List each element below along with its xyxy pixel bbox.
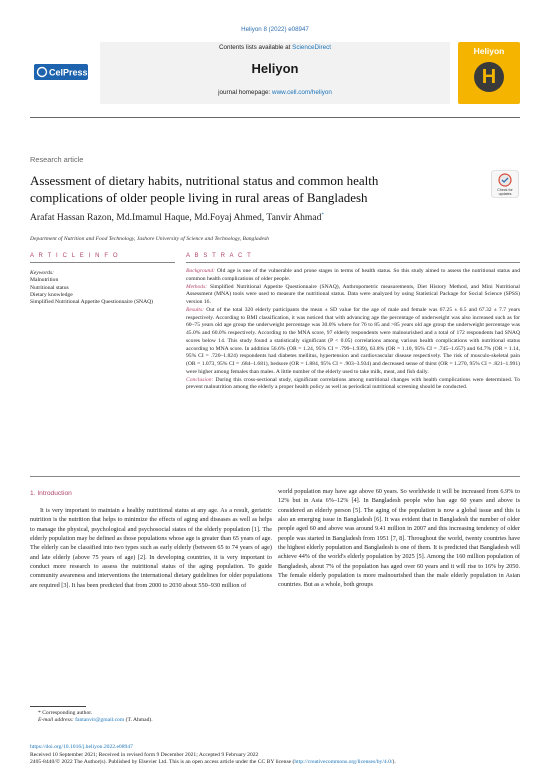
abstract-background: Background: Old age is one of the vulnerable and prone stages in terms of health status. So this study aimed to assess the nutritional status and common health complications of older people.: [186, 268, 520, 282]
check-for-updates-icon[interactable]: [491, 170, 519, 198]
email-link[interactable]: fantanvir@gmail.com: [75, 717, 125, 724]
received-dates: Received 10 September 2021; Received in revised form 9 December 2021; Accepted 9 February 2022: [30, 751, 259, 758]
article-info-label: A R T I C L E I N F O: [30, 253, 120, 259]
journal-reference[interactable]: Heliyon 8 (2022) e08947: [241, 26, 309, 33]
footnote-divider: [30, 706, 86, 707]
publisher-logo-icon: [30, 42, 92, 104]
corresponding-author-note: * Corresponding author.: [38, 710, 93, 716]
journal-banner: [100, 42, 450, 104]
abstract-results: Results: Out of the total 320 elderly participants the mean ± SD value for the age of male and female was 67.25 ± 6.5 and 67.32 ± 7.7 years respectively. According to BMI classification, it was noticed that with advancing age the percentage of underweight was also increased such as for 60–75 years old age group the underweight percentage was 30.0% where for 76 to 85 and >85 years old age group the underweight percentage was 45.0% and 60.0% respectively. According to the MNA score, 97 elderly respondents were malnourished and a total of 172 respondents had SNAQ scores below 14. This study found a statistically significant (P < 0.05) correlations among various health complications with nutritional status according to MNA score. In addition 56.6% (OR = 1.24, 95% CI = .799–1.939), 63.8% (OR = 1.10, 95% CI = .745–1.657) and 64.7% (OR = 1.14, 95% CI = .720–1.824) respondents had diabetes mellitus, hypertension and cardiovascular disease respectively. The risk of musculo-skeletal pain (OR = 1.073, 95% CI = .684–1.681), bedsore (OR = 1.884, 95% CI = .903–3.934) and decreased sense of thirst (OR = 1.270, 95% CI = .821–1.991) were higher among females than males. A little number of the elderly used to take milk, meat, and fish daily.: [186, 306, 520, 375]
email-line: E-mail address: fantanvir@gmail.com (T. Ahmad).: [38, 717, 153, 724]
publisher-logo-text: CelPress: [49, 67, 88, 78]
affiliation: Department of Nutrition and Food Technology, Jashore University of Science and Technology, Bangladesh: [30, 236, 269, 242]
journal-name: Heliyon: [251, 61, 299, 76]
corresponding-author-mark[interactable]: *: [321, 212, 324, 218]
sciencedirect-link[interactable]: ScienceDirect: [292, 44, 331, 51]
article-meta: [30, 744, 525, 767]
intro-paragraph: It is very important to maintain a healthy nutritional status at any age. As a result, geriatric nutrition is the nutrition that helps to minimize the effects of aging and diseases as well as helps to manage the physical, psychological and psychosocial states of the elderly population [1]. The elderly population may be defined as those populations whose age is greater than 65 years of age. The elderly can be classified into two types such as early elderly (between 65 to 74 years of age) and late elderly (above 75 years of age) [2]. In developing countries, it is very important to conduct more research to assess the nutritional status of the aging population. To guide community awareness and interventions the international dietary guidelines for older populations are required [3]. It has been predicted that from 2000 to 2030 about 550–930 million of: [30, 507, 272, 589]
keyword-item: Dietary knowledge: [30, 291, 73, 298]
footnote: [38, 710, 153, 725]
check-badge-line2: updates: [498, 192, 512, 196]
keyword-item: Nutritional status: [30, 284, 69, 291]
intro-left-column: [30, 506, 272, 590]
keywords-block: [30, 270, 175, 306]
cover-title: Heliyon: [473, 46, 505, 56]
license-line: 2405-8440/© 2022 The Author(s). Published by Elsevier Ltd. This is an open access article under the CC BY license (http://creativecommons.org/licenses/by/4.0/).: [30, 759, 396, 766]
cover-letter: H: [474, 62, 504, 92]
intro-heading: 1. Introduction: [30, 490, 72, 497]
homepage-link[interactable]: www.cell.com/heliyon: [272, 89, 332, 96]
article-title: Assessment of dietary habits, nutritional status and common health complications of older people living in rural areas of Bangladesh: [30, 173, 379, 205]
author-list: Arafat Hassan Razon, Md.Imamul Haque, Md.Foyaj Ahmed, Tanvir Ahmad*: [30, 212, 324, 223]
doi-link[interactable]: https://doi.org/10.1016/j.heliyon.2022.e08947: [30, 744, 133, 750]
abstract-label: A B S T R A C T: [186, 253, 253, 259]
header-divider: [30, 117, 520, 118]
abstract-methods: Methods: Simplified Nutritional Appetite Questionnaire (SNAQ), Anthropometric measurements, Diet History Method, and Mini Nutritional Assessment (MNA) tools were used to measure the nutritional status. Data were analyzed by using Statistical Package for Social Science (SPSS) version 16.: [186, 283, 520, 306]
abstract-divider: [186, 262, 520, 263]
intro-right-column: [278, 487, 520, 590]
license-link[interactable]: http://creativecommons.org/licenses/by/4.0/: [294, 759, 393, 766]
contents-line: Contents lists available at ScienceDirect: [218, 44, 331, 51]
abstract-conclusion: Conclusion: During this cross-sectional study, significant correlations among nutritional changes with health complications were determined. To prevent malnutrition among the elderly a proper health policy as well as periodical nutritional screening should be conducted.: [186, 376, 520, 391]
article-type: Research article: [30, 155, 84, 164]
journal-cover: [458, 42, 520, 104]
abstract-end-divider: [30, 476, 520, 477]
keyword-item: Simplified Nutritional Appetite Questionnaire (SNAQ): [30, 299, 154, 306]
info-divider: [30, 262, 175, 263]
homepage-line: journal homepage: www.cell.com/heliyon: [218, 89, 332, 96]
check-badge-line1: Check for: [497, 188, 513, 192]
keywords-label: Keywords:: [30, 270, 55, 276]
intro-paragraph: world population may have age above 60 years. So worldwide it will be increased from 6.9% to 12% but in Asia 6%–12% [4]. In Bangladesh people who has age 60 years and above is considered an elderly person [5]. The aging of the population is now a global issue and this is also an emerging issue in Bangladesh [6]. It was evident that in Bangladesh the number of older people aged 60 and above was around 9.41 million in 2007 and this increasing tendency of older people was started in Bangladesh from 1951 [7, 8]. Throughout the world, twenty countries have the highest elderly population and Bangladesh is one of them. It is predicted that Bangladesh will achieve 44% of the world's elderly population by 2025 [5]. Among the 160 million population of Bangladesh, about 7% of the population has aged over 60 years and it will rise to 16% by 2050. The female elderly population is more malnourished than the male elderly population in Asian countries. But as a whole, both groups: [278, 488, 520, 589]
keyword-item: Malnutrition: [30, 277, 59, 284]
abstract-body: [186, 268, 520, 392]
